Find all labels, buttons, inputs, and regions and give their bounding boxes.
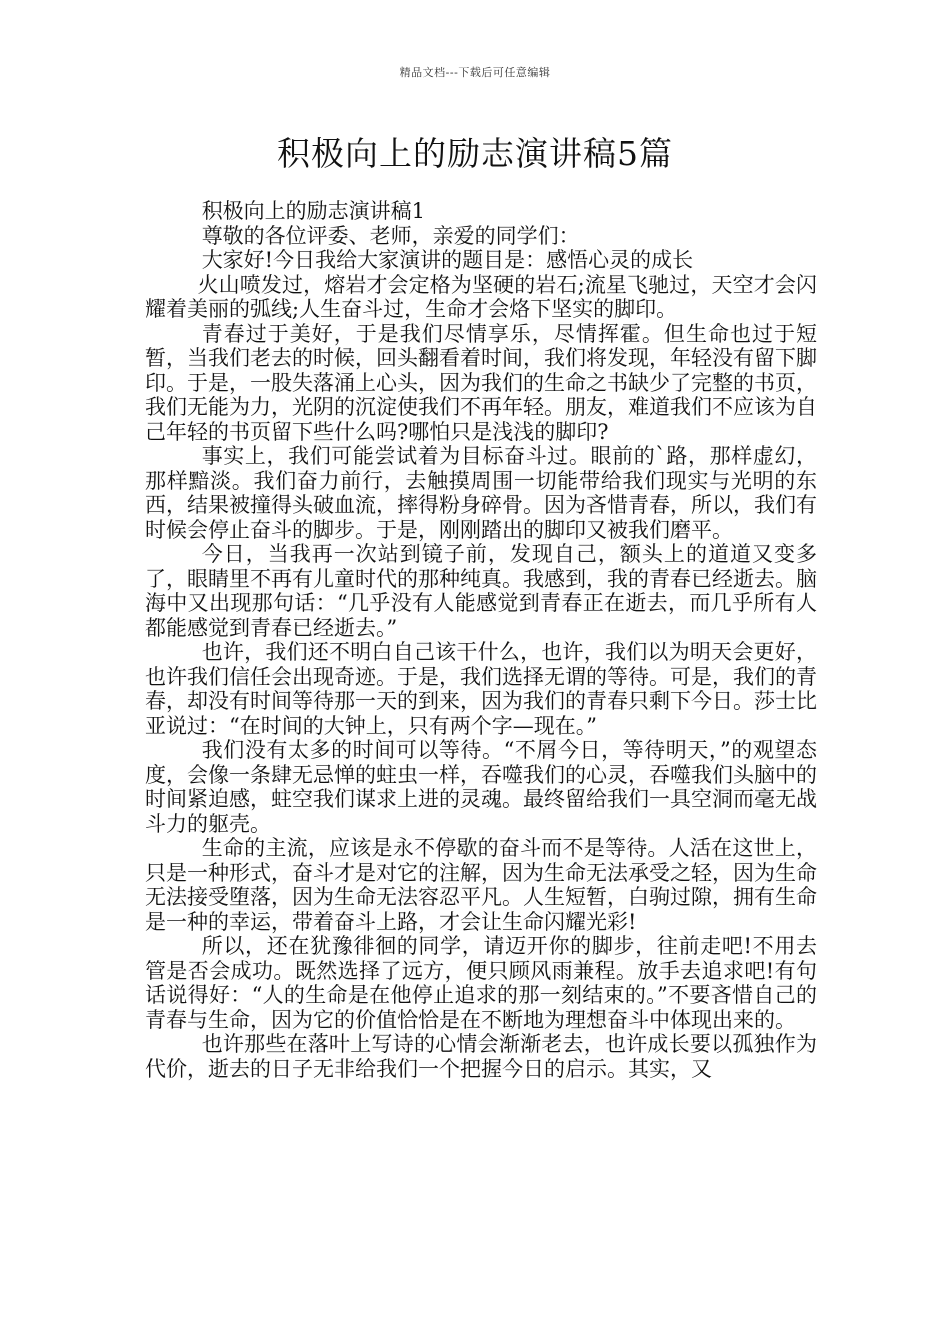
- salutation: 尊敬的各位评委、老师，亲爱的同学们：: [201, 223, 580, 248]
- body-paragraph: 今日，当我再一次站到镜子前，发现自己，额头上的道道又变多了，眼睛里不再有儿童时代的那种纯真。我感到，我的青春已经逝去。脑海中又出现那句话：“几乎没有人能感觉到青春正在逝去，而几乎所有人都能感觉到青春已经逝去。”: [145, 542, 817, 640]
- document-title: 积极向上的励志演讲稿5篇: [277, 134, 673, 173]
- body-paragraph: 所以，还在犹豫徘徊的同学，请迈开你的脚步，往前走吧!不用去管是否会成功。既然选择了远方，便只顾风雨兼程。放手去追求吧!有句话说得好：“人的生命是在他停止追求的那一刻结束的。”不要吝惜自己的青春与生命，因为它的价值恰恰是在不断地为理想奋斗中体现出来的。: [145, 934, 817, 1032]
- body-paragraph: 也许，我们还不明白自己该干什么，也许，我们以为明天会更好，也许我们信任会出现奇迹。于是，我们选择无谓的等待。可是，我们的青春，却没有时间等待那一天的到来，因为我们的青春只剩下今日。莎士比亚说过：“在时间的大钟上，只有两个字—现在。”: [145, 640, 817, 738]
- body-paragraph: 生命的主流，应该是永不停歇的奋斗而不是等待。人活在这世上，只是一种形式，奋斗才是对它的注解，因为生命无法承受之轻，因为生命无法接受堕落，因为生命无法容忍平凡。人生短暂，白驹过隙，拥有生命是一种的幸运，带着奋斗上路，才会让生命闪耀光彩!: [145, 836, 817, 934]
- greeting-paragraph: 大家好!今日我给大家演讲的题目是：感悟心灵的成长: [201, 248, 694, 272]
- page-header-note: 精品文档---下载后可任意编辑: [399, 66, 551, 79]
- body-paragraph: 火山喷发过，熔岩才会定格为坚硬的岩石;流星飞驰过，天空才会闪耀着美丽的弧线;人生奋斗过，生命才会烙下坚实的脚印。: [145, 272, 817, 321]
- document-body: [145, 199, 817, 1081]
- body-paragraph: 也许那些在落叶上写诗的心情会渐渐老去，也许成长要以孤独作为代价，逝去的日子无非给我们一个把握今日的启示。其实，又: [145, 1032, 817, 1081]
- body-paragraph: 青春过于美好，于是我们尽情享乐，尽情挥霍。但生命也过于短暂，当我们老去的时候，回头翻看着时间，我们将发现，年轻没有留下脚印。于是，一股失落涌上心头，因为我们的生命之书缺少了完整的书页，我们无能为力，光阴的沉淀使我们不再年轻。朋友，难道我们不应该为自己年轻的书页留下些什么吗?哪怕只是浅浅的脚印?: [145, 321, 817, 444]
- speech-subtitle: 积极向上的励志演讲稿1: [201, 199, 426, 223]
- body-paragraph: 事实上，我们可能尝试着为目标奋斗过。眼前的`路，那样虚幻，那样黯淡。我们奋力前行，去触摸周围一切能带给我们现实与光明的东西，结果被撞得头破血流，摔得粉身碎骨。因为吝惜青春，所以，我们有时候会停止奋斗的脚步。于是，刚刚踏出的脚印又被我们磨平。: [145, 444, 817, 542]
- body-paragraph: 我们没有太多的时间可以等待。“不屑今日，等待明天，”的观望态度，会像一条肆无忌惮的蛀虫一样，吞噬我们的心灵，吞噬我们头脑中的时间紧迫感，蛀空我们谋求上进的灵魂。最终留给我们一具空洞而毫无战斗力的躯壳。: [145, 738, 817, 836]
